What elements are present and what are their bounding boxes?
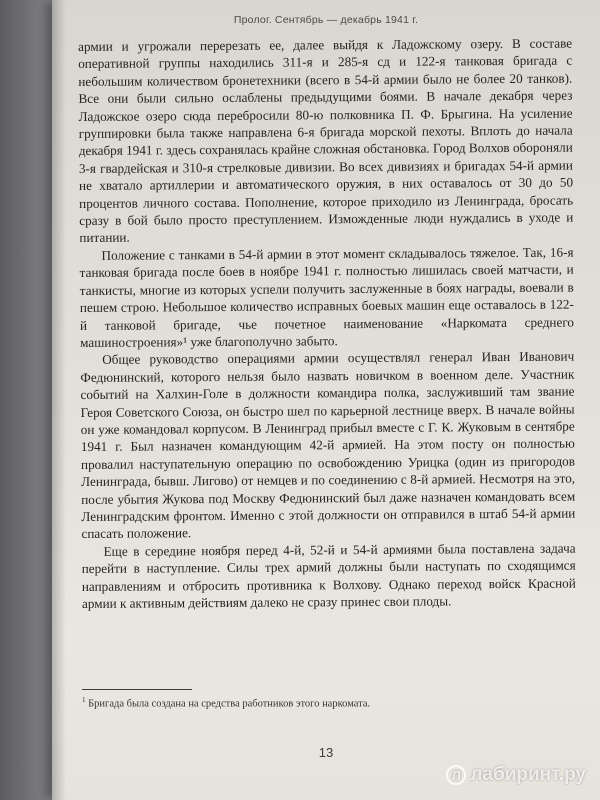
page-number: 13: [318, 745, 334, 760]
body-text: [78, 35, 576, 613]
watermark-text: лабиринт.ру: [470, 764, 586, 785]
watermark: [446, 764, 586, 786]
watermark-logo-icon: Л: [446, 765, 466, 785]
paragraph-1: армии и угрожали перерезать ее, далее выйдя к Ладожскому озеру. В составе оперативной группы находились 311-я и 285-я сд и 122-я танковая бригада с небольшим количеством бронетехники (всего в 54-й армии было не более 20 танков). Все они были сильно ослаблены предыдущими боями. В начале декабря через Ладожское озеро сюда перебросили 80-ю полковника П. Ф. Брыгина. На усиление группировки была также направлена 6-я бригада морской пехоты. Вплоть до начала декабря 1941 г. здесь сохранялась крайне сложная обстановка. Город Волхов обороняли 3-я гвардейская и 310-я стрелковые дивизии. Во всех дивизиях и бригадах 54-й армии не хватало артиллерии и автоматического оружия, в них оставалось от 30 до 50 процентов личного состава. Пополнение, которое приходило из Ленинграда, бросать сразу в бой было просто преступлением. Изможденные люди нуждались в уходе и питании.: [78, 35, 574, 246]
running-header: Пролог. Сентябрь — декабрь 1941 г.: [233, 14, 419, 26]
footnote-marker: 1: [82, 696, 86, 704]
paragraph-2: Положение с танками в 54-й армии в этот момент складывалось тяжелое. Так, 16-я танковая бригада после боев в ноябре 1941 г. полностью лишилась своей матчасти, и танкисты, многие из которых успели получить заслуженные в боях награды, воевали в пешем строю. Небольшое количество исправных боевых машин еще оставалось в 122-й танковой бригаде, чье почетное наименование «Наркомата среднего машиностроения»¹ уже благополучно забыто.: [79, 244, 575, 350]
book-page: [52, 0, 600, 800]
paragraph-3: Общее руководство операциями армии осуществлял генерал Иван Иванович Федюнинский, которого нельзя было назвать новичком в военном деле. Участник событий на Халхин-Голе в должности командира полка, заслуживший там звание Героя Советского Союза, он быстро шел по карьерной лестнице вверх. В начале войны он уже командовал корпусом. В Ленинград прибыл вместе с Г. К. Жуковым в сентябре 1941 г. Был назначен командующим 42-й армией. На этом посту он полностью провалил наступательную операцию по освобождению Урицка (один из пригородов Ленинграда, бывш. Лигово) от немцев и по соединению с 8-й армией. Несмотря на это, после убытия Жукова под Москву Федюнинский был даже назначен командовать всем Ленинградским фронтом. Именно с этой должности он отправился в штаб 54-й армии спасать положение.: [80, 348, 576, 542]
footnote-divider: [82, 689, 192, 690]
page-gutter-shadow: [52, 0, 66, 800]
footnote-text: Бригада была создана на средства работников этого наркомата.: [88, 698, 371, 710]
footnote: [82, 694, 562, 711]
paragraph-4: Еще в середине ноября перед 4-й, 52-й и 54-й армиями была поставлена задача перейти в наступление. Силы трех армий должны были наступать по сходящимся направлениям и отбросить противника к Волхову. Однако переход войск Красной армии к активным действиям далеко не сразу принес свои плоды.: [81, 540, 576, 611]
